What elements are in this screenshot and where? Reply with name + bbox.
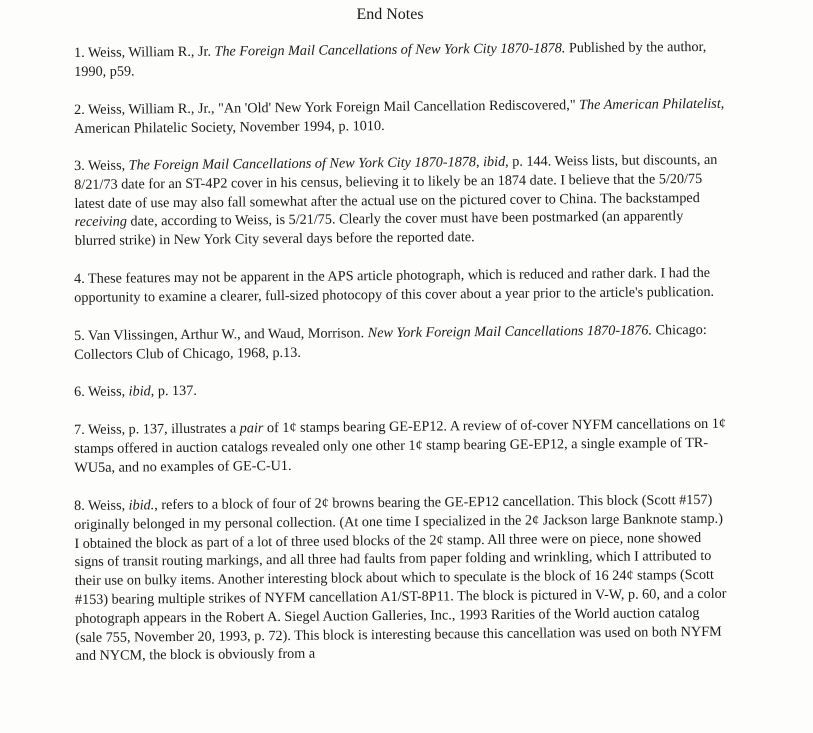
endnote-text: 8. Weiss, — [74, 497, 129, 514]
endnotes-list — [74, 38, 727, 685]
italic-citation-text: pair — [239, 420, 264, 437]
endnote-text: , p. 144. Weiss lists, but discounts, an 8/21/73 date for an ST-4P2 cover in his census, believing it to likely be an 1874 date. I believe that the 5/20/75 latest date of use may also fall somewhat after the actual use on the pictured cover to China. The backstamped — [74, 152, 718, 212]
endnote-7 — [74, 415, 727, 478]
italic-citation-text: ibid — [128, 383, 151, 400]
endnote-3 — [74, 151, 727, 251]
endnote-text: Chicago: Collectors Club of Chicago, 1968, p.13. — [74, 321, 707, 363]
endnote-text: , American Philatelic Society, November 1994, p. 1010. — [74, 95, 725, 137]
endnote-text: 2. Weiss, William R., Jr., "An 'Old' New York Foreign Mail Cancellation Rediscovered," — [74, 96, 580, 118]
italic-citation-text: ibid — [482, 154, 506, 171]
endnote-text: 7. Weiss, p. 137, illustrates a — [74, 420, 240, 439]
endnote-text: of 1¢ stamps bearing GE-EP12. A review of of-cover NYFM cancellations on 1¢ stamps offered in auction catalogs revealed only one other 1¢ stamp bearing GE-EP12, a single example of TR-WU5a, and no examples of GE-C-U1. — [74, 415, 727, 476]
endnote-1 — [74, 38, 726, 82]
endnote-8 — [74, 490, 728, 665]
italic-citation-text: The Foreign Mail Cancellations of New York City 1870-1878 — [128, 154, 477, 174]
endnote-text: 5. Van Vlissingen, Arthur W., and Waud, Morrison. — [74, 324, 368, 344]
italic-citation-text: ibid. — [128, 496, 155, 514]
page-title: End Notes — [356, 6, 424, 23]
italic-citation-text: The Foreign Mail Cancellations of New York City 1870-1878. — [214, 40, 566, 60]
endnote-4 — [74, 264, 726, 308]
endnote-text: , refers to a block of four of 2¢ browns bearing the GE-EP12 cancellation. This block (Scott #157) originally belonged in my personal collection. (At one time I specialized in the 2¢ Jackson large Banknote stamp.) I obtained the block as part of a lot of three used blocks of the 2¢ stamp. All three were on piece, none showed signs of transit routing markings, and all three had faults from paper folding and wrinkling, which I attributed to their use on bulky items. Another interesting block about which to speculate is the block of 16 24¢ stamps (Scott #153) bearing multiple strikes of NYFM cancellation A1/ST-8P11. The block is pictured in V-W, p. 60, and a color photograph appears in the Robert A. Siegel Auction Galleries, Inc., 1993 Rarities of the World auction catalog (sale 755, November 20, 1993, p. 72). This block is interesting because this cancellation was used on both NYFM and NYCM, the block is obviously from a — [74, 491, 727, 664]
endnote-text: , — [475, 154, 484, 171]
endnote-text: 3. Weiss, — [74, 157, 129, 175]
endnote-text: Published by the author, 1990, p59. — [74, 38, 707, 80]
endnote-text: 1. Weiss, William R., Jr. — [74, 43, 215, 61]
endnote-text: 4. These features may not be apparent in the APS article photograph, which is reduced and rather dark. I had the opportunity to examine a clearer, full-sized photocopy of this cover about a year prior to the article's publication. — [74, 265, 715, 306]
endnote-2 — [74, 94, 726, 138]
endnote-6 — [74, 377, 726, 402]
endnote-text: , p. 137. — [150, 383, 197, 400]
italic-citation-text: receiving — [74, 214, 127, 231]
italic-citation-text: New York Foreign Mail Cancellations 1870-1876. — [367, 322, 653, 341]
endnote-text: 6. Weiss, — [74, 383, 129, 401]
endnote-5 — [74, 321, 726, 365]
italic-citation-text: The American Philatelist — [579, 95, 721, 113]
endnote-text: date, according to Weiss, is 5/21/75. Clearly the cover must have been postmarked (an apparently blurred strike) in New York City several days before the reported date. — [74, 208, 684, 250]
